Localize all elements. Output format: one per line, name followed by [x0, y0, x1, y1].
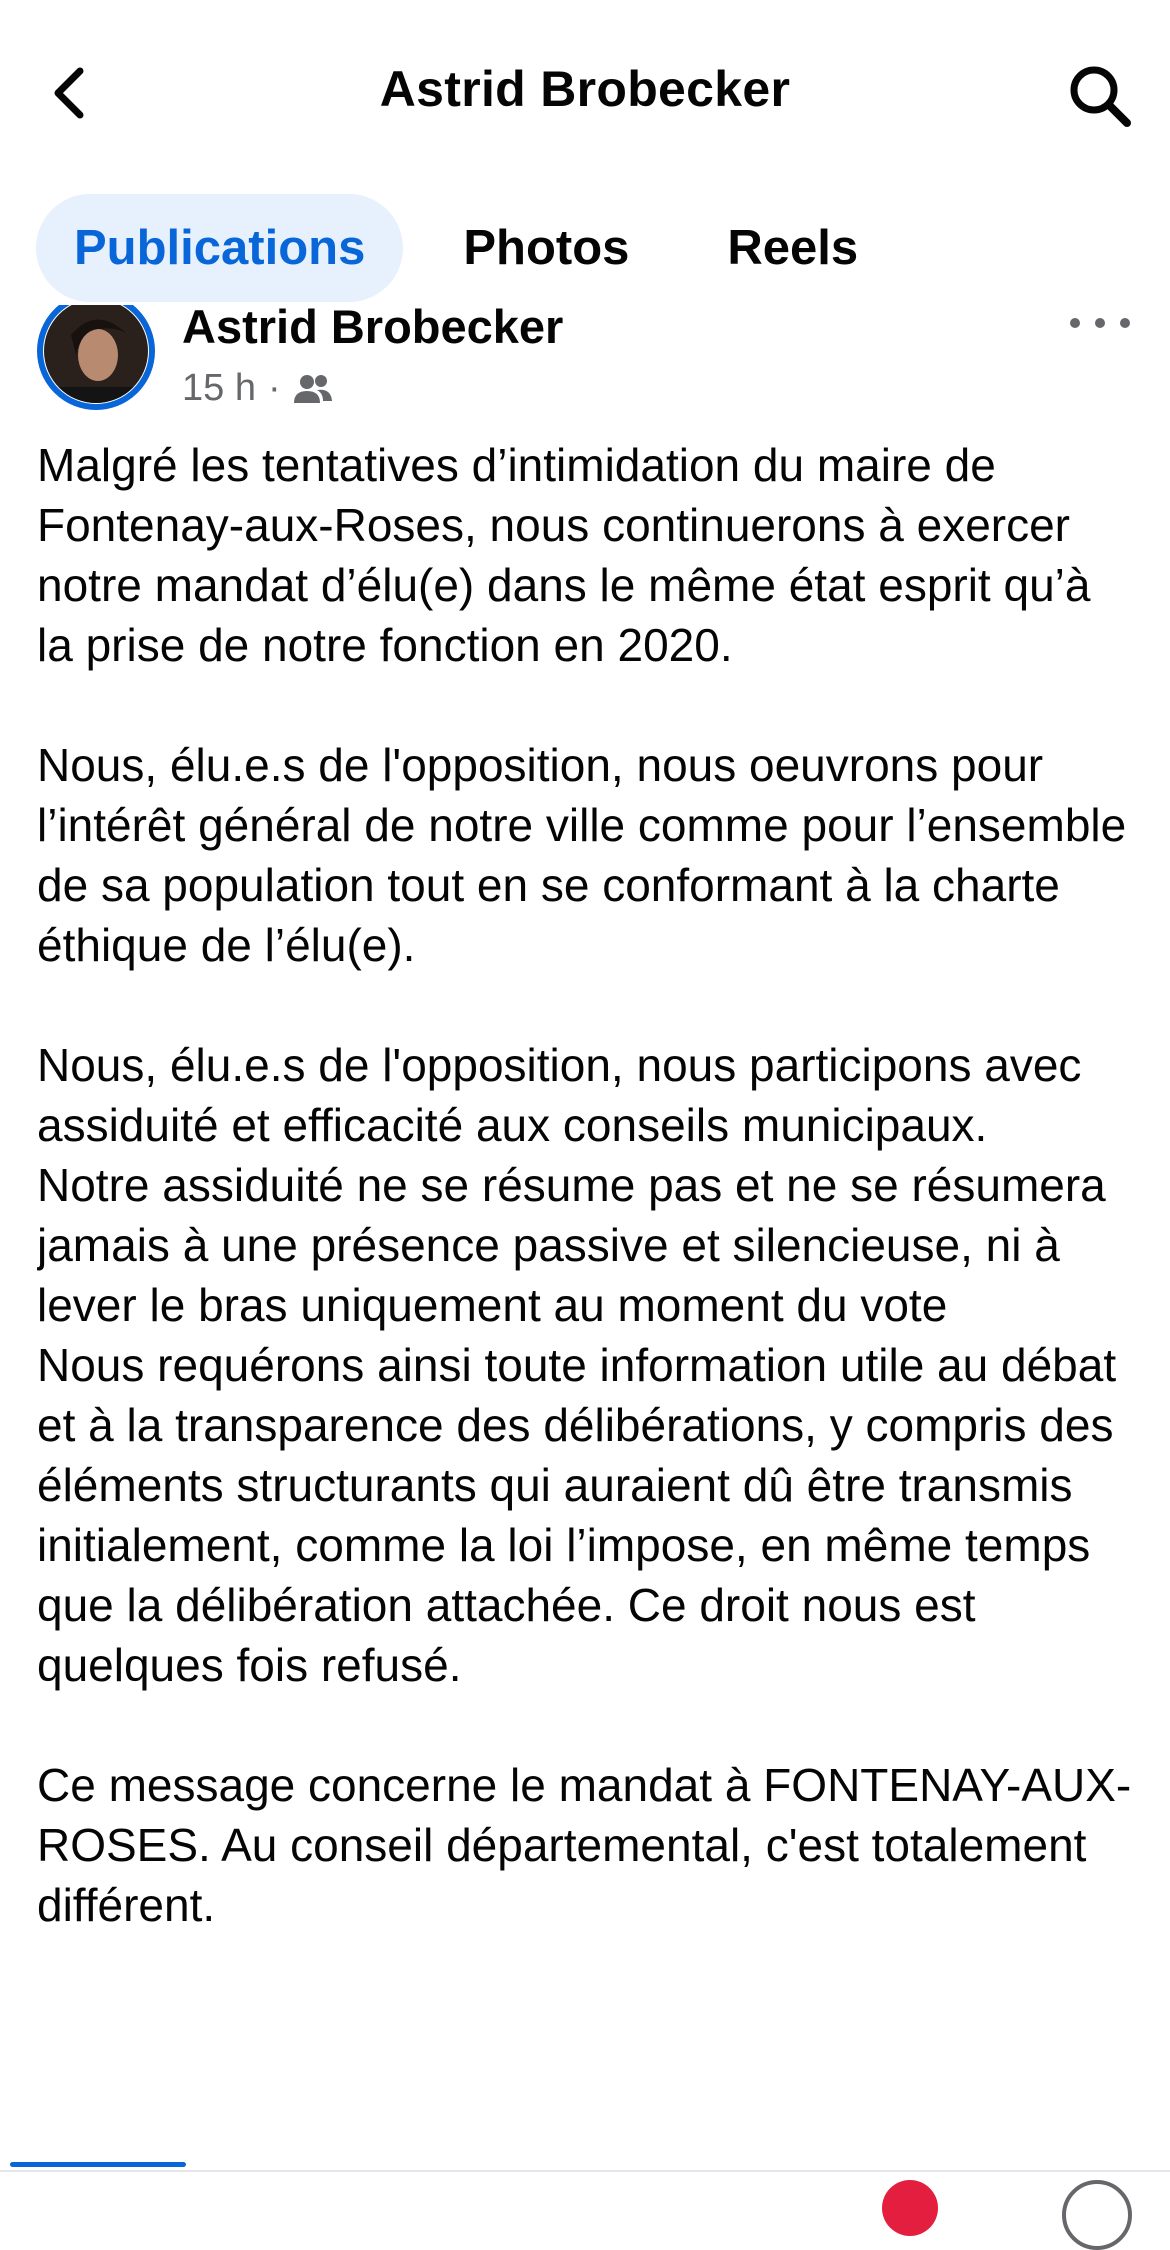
notification-badge[interactable]	[882, 2180, 938, 2236]
tab-reels[interactable]: Reels	[727, 221, 859, 275]
meta-separator: ·	[267, 367, 281, 409]
tab-publications[interactable]: Publications	[36, 194, 403, 302]
post-text	[37, 435, 1137, 2180]
tab-photos[interactable]: Photos	[463, 221, 630, 275]
search-icon	[1065, 61, 1135, 131]
bottom-divider	[0, 2170, 1170, 2172]
tab-indicator	[10, 2162, 186, 2167]
post-paragraph: Malgré les tentatives d’intimidation du maire de Fontenay-aux-Roses, nous continuerons à exercer notre mandat d’élu(e) dans le même état esprit qu’à la prise de notre fonction en 2020.	[37, 439, 1091, 671]
post-meta	[182, 367, 333, 410]
more-options-icon	[1070, 318, 1080, 328]
avatar[interactable]	[36, 305, 156, 415]
profile-tab-icon[interactable]	[1062, 2180, 1132, 2250]
search-button[interactable]	[1060, 56, 1140, 136]
top-bar	[0, 0, 1170, 185]
post-header	[0, 305, 1170, 435]
post-time[interactable]: 15 h	[182, 367, 256, 409]
post-author[interactable]: Astrid Brobecker	[182, 305, 564, 353]
more-options-button[interactable]	[1070, 313, 1130, 333]
page-title: Astrid Brobecker	[379, 61, 791, 117]
post-paragraph: Ce message concerne le mandat à FONTENAY-AUX-ROSES. Au conseil départemental, c'est totalement différent.	[37, 1759, 1132, 1931]
profile-tabs	[36, 194, 918, 302]
friends-icon	[293, 373, 333, 405]
post-paragraph: Nous, élu.e.s de l'opposition, nous participons avec assiduité et efficacité aux conseils municipaux. Notre assiduité ne se résume pas et ne se résumera jamais à une présence passive et silencieuse, ni à lever le bras uniquement au moment du vote Nous requérons ainsi toute information utile au débat et à la transparence des délibérations, y compris des éléments structurants qui auraient dû être transmis initialement, comme la loi l’impose, en même temps que la délibération attachée. Ce droit nous est quelques fois refusé.	[37, 1039, 1117, 1691]
post-paragraph: Nous, élu.e.s de l'opposition, nous oeuvrons pour l’intérêt général de notre ville comme pour l’ensemble de sa population tout en se conformant à la charte éthique de l’élu(e).	[37, 739, 1127, 971]
